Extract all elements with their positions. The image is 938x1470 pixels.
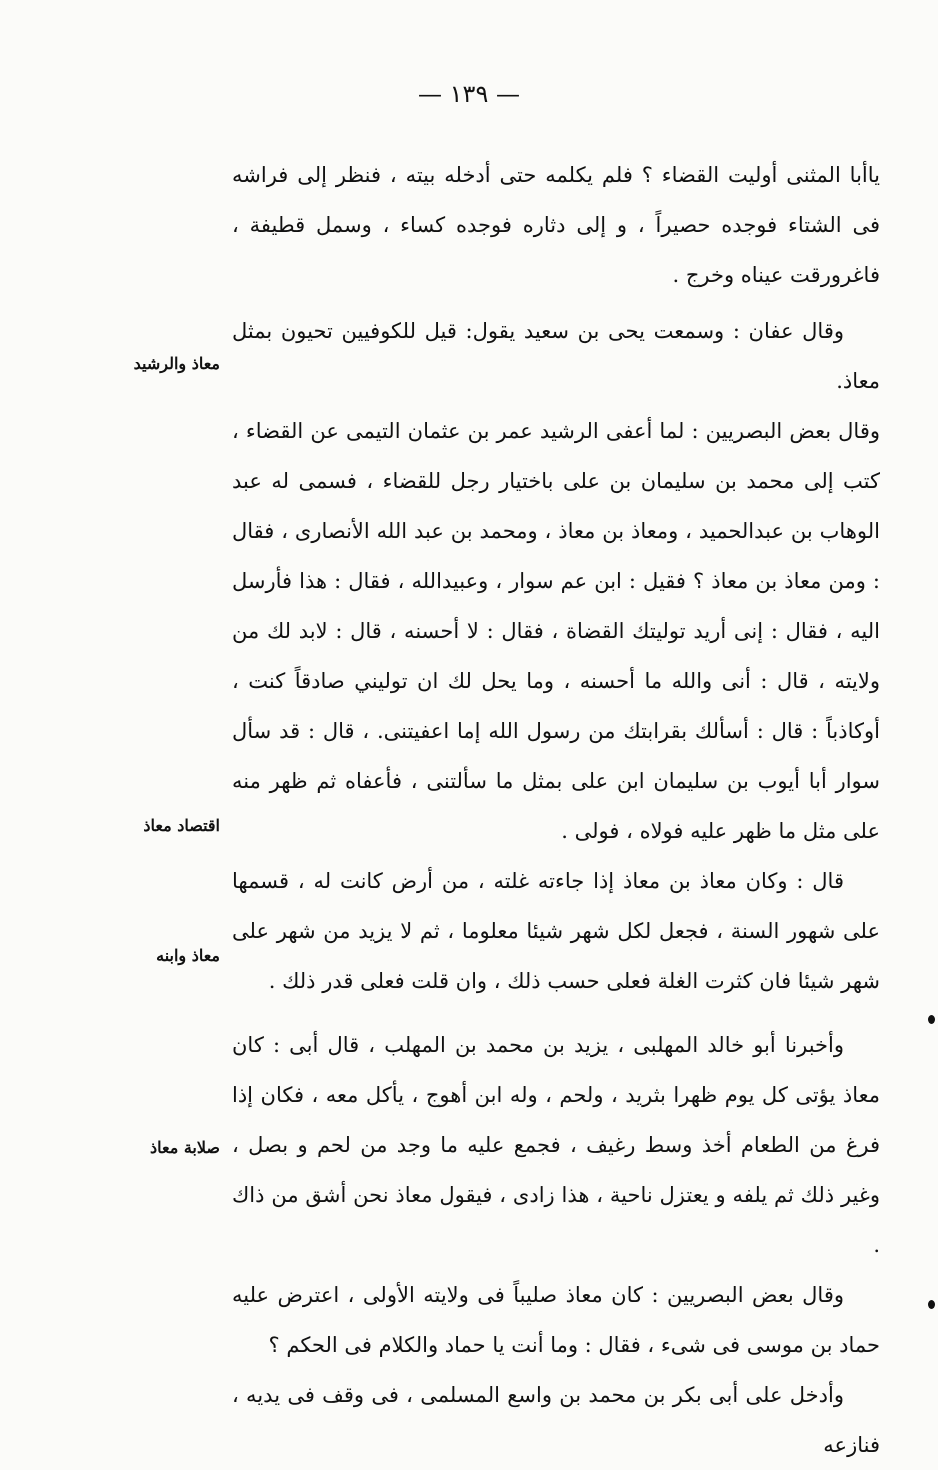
edge-mark <box>928 1015 935 1024</box>
page-number: — ١٣٩ — <box>418 80 520 108</box>
paragraph-2: وقال عفان : وسمعت يحى بن سعيد يقول: قيل للكوفيين تحيون بمثل معاذ. <box>232 319 880 393</box>
paragraph-6: وقال بعض البصريين : كان معاذ صليباً فى ولايته الأولى ، اعترض عليه حماد بن موسى فى شىء ، فقال : وما أنت يا حماد والكلام فى الحكم ؟ <box>232 1283 880 1357</box>
margin-note-muadh-firmness: صلابة معاذ <box>149 1138 220 1157</box>
paragraph-4: قال : وكان معاذ بن معاذ إذا جاءته غلته ، من أرض كانت له ، قسمها على شهور السنة ، فجعل لكل شهر شيئا معلوما ، ثم لا يزيد من شهر على شهر شيئا فان كثرت الغلة فعلى حسب ذلك ، وان قلت فعلى قدر ذلك . <box>232 869 880 993</box>
paragraph-3: وقال بعض البصريين : لما أعفى الرشيد عمر بن عثمان التيمى عن القضاء ، كتب إلى محمد بن سليمان بن على باختيار رجل للقضاء ، فسمى له عبد الوهاب بن عبدالحميد ، ومعاذ بن معاذ ، ومحمد بن عبد الله الأنصارى ، فقال : ومن معاذ بن معاذ ؟ فقيل : ابن عم سوار ، وعبيدالله ، فقال : هذا فأرسل اليه ، فقال : إنى أريد توليتك القضاة ، فقال : لا أحسنه ، قال : لابد لك من ولايته ، قال : أنى والله ما أحسنه ، وما يحل لك ان توليني صادقاً كنت ، أوكاذباً : قال : أسألك بقرابتك من رسول الله إما اعفيتنى. ، قال : قد سأل سوار أبا أيوب بن سليمان ابن على بمثل ما سألتنى ، فأعفاه ثم ظهر منه على مثل ما ظهر عليه فولاه ، فولى . <box>232 419 880 843</box>
paragraph-5: وأخبرنا أبو خالد المهلبى ، يزيد بن محمد بن المهلب ، قال أبى : كان معاذ يؤتى كل يوم ظهرا بثريد ، ولحم ، وله ابن أهوج ، يأكل معه ، فكان إذا فرغ من الطعام أخذ وسط رغيف ، فجمع عليه ما وجد من لحم و بصل ، وغير ذلك ثم يلفه و يعتزل ناحية ، هذا زادى ، فيقول معاذ نحن أشق من ذاك . <box>232 1033 880 1257</box>
margin-note-muadh-and-son: معاذ وابنه <box>156 946 220 965</box>
margin-note-muadh-economy: اقتصاد معاذ <box>143 816 220 835</box>
margin-note-muadh-and-rashid: معاذ والرشيد <box>133 354 220 373</box>
main-text <box>232 150 880 1470</box>
paragraph-1: ياأبا المثنى أوليت القضاء ؟ فلم يكلمه حتى أدخله بيته ، فنظر إلى فراشه فى الشتاء فوجده حصيراً ، و إلى دثاره فوجده كساء ، وسمل قطيفة ، فاغرورقت عيناه وخرج . <box>232 163 880 287</box>
paragraph-7: وأدخل على أبى بكر بن محمد بن واسع المسلمى ، فى وقف فى يديه ، فنازعه <box>232 1383 880 1457</box>
edge-mark <box>928 1300 935 1309</box>
